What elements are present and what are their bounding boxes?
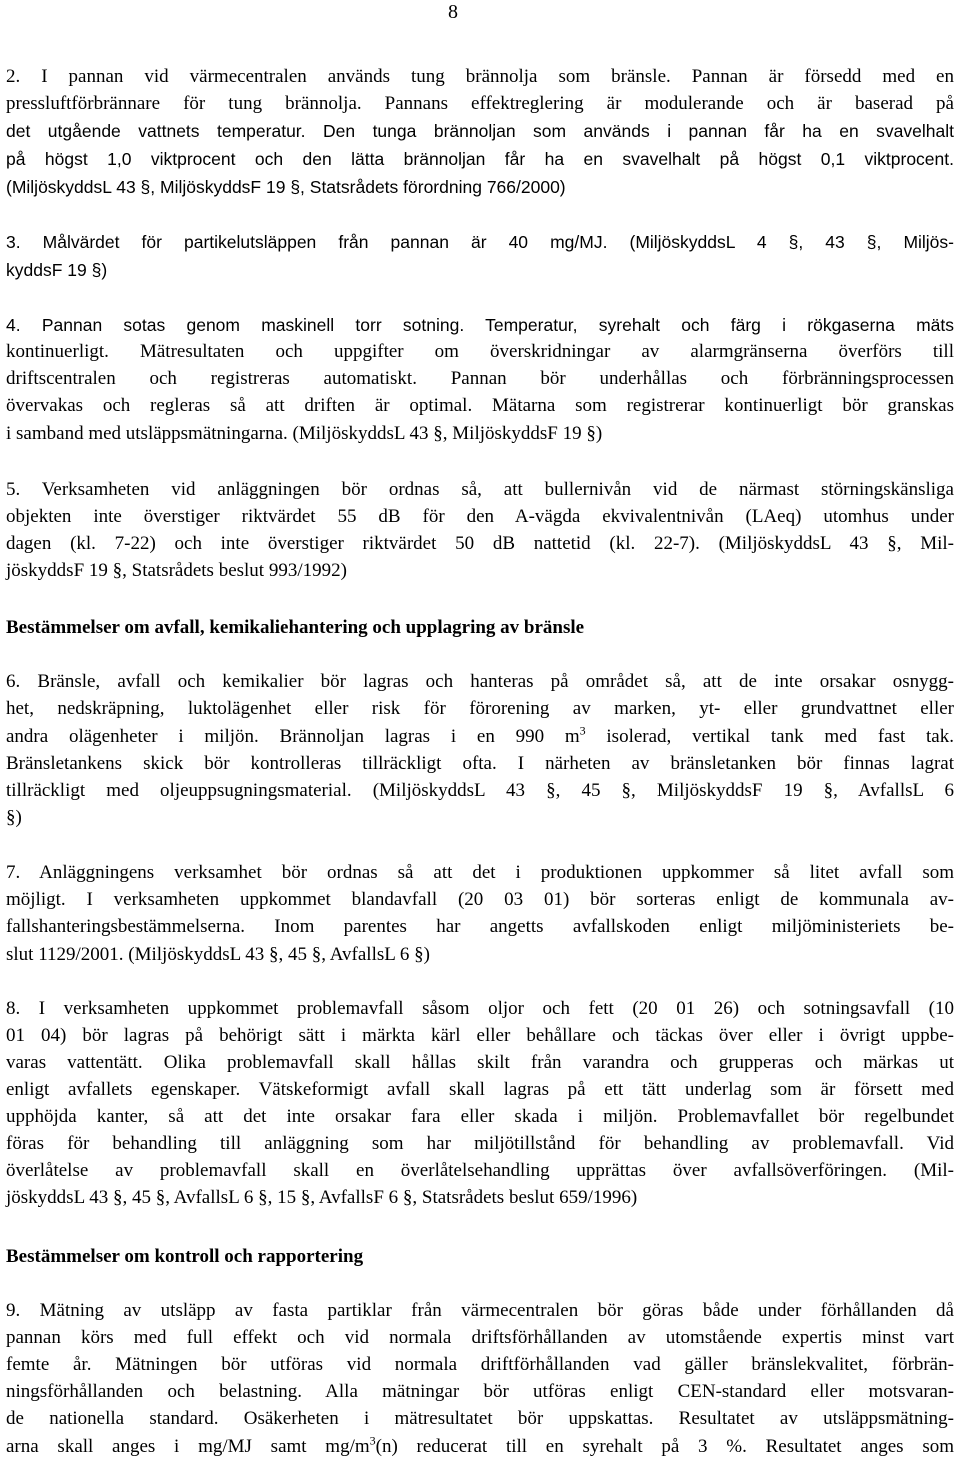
text-line: tillräckligt med oljeuppsugningsmaterial. (MiljöskyddsL 43 §, 45 §, MiljöskyddsF 19 §, AvfallsL 6 <box>6 780 954 801</box>
text-line: de nationella standard. Osäkerheten i mätresultatet bör uppskattas. Resultatet av utsläppsmätning- <box>6 1408 954 1429</box>
text-line: femte år. Mätningen bör utföras vid normala driftförhållanden vad gäller bränslekvalitet, förbrän- <box>6 1354 954 1375</box>
text-line: Bränsletankens skick bör kontrolleras tillräckligt ofta. I närheten av bränsletanken bör finnas lagrat <box>6 753 954 774</box>
text-line: pressluftförbrännare för tung brännolja. Pannans effektreglering är modulerande och är baserad på <box>6 93 954 114</box>
text-line <box>6 1434 954 1460</box>
text-line: kyddsF 19 §) <box>6 260 108 280</box>
page-number: 8 <box>448 1 458 23</box>
text-segment: andra olägenheter i miljön. Brännoljan lagras i en 990 m <box>6 726 580 747</box>
text-line: §) <box>6 807 22 828</box>
text-line: 01 04) bör lagras på behörigt sätt i märkta kärl eller behållare och täckas över eller i övrigt uppbe- <box>6 1025 954 1046</box>
text-line: dagen (kl. 7-22) och inte överstiger riktvärdet 50 dB nattetid (kl. 22-7). (MiljöskyddsL 43 §, Mil- <box>6 533 954 554</box>
text-line: (MiljöskyddsL 43 §, MiljöskyddsF 19 §, Statsrådets förordning 766/2000) <box>6 177 566 197</box>
text-segment: (n) reducerat till en syrehalt på 3 %. Resultatet anges som <box>375 1436 954 1457</box>
text-line: enligt avfallets egenskaper. Vätskeformigt avfall skall lagras på ett tätt underlag som är försett med <box>6 1079 954 1100</box>
text-line: överlåtelse av problemavfall skall en överlåtelsehandling upprättas över avfallsöverföringen. (Mil- <box>6 1160 954 1181</box>
text-line: upphöjda kanter, så att det inte orsakar fara eller skada i miljön. Problemavfallet bör regelbundet <box>6 1106 954 1127</box>
superscript: 3 <box>579 723 586 738</box>
text-line: föras för behandling till anläggning som har miljötillstånd för behandling av problemavfall. Vid <box>6 1133 954 1154</box>
text-line: i samband med utsläppsmätningarna. (MiljöskyddsL 43 §, MiljöskyddsF 19 §) <box>6 423 603 444</box>
text-line: objekten inte överstiger riktvärdet 55 dB för den A-vägda ekvivalentnivån (LAeq) utomhus under <box>6 506 954 527</box>
text-line: 4. Pannan sotas genom maskinell torr sotning. Temperatur, syrehalt och färg i rökgaserna mäts <box>6 315 954 335</box>
text-line: jöskyddsF 19 §, Statsrådets beslut 993/1992) <box>6 560 347 581</box>
text-line: 5. Verksamheten vid anläggningen bör ordnas så, att bullernivån vid de närmast störningskänsliga <box>6 479 954 500</box>
text-line: 7. Anläggningens verksamhet bör ordnas så att det i produktionen uppkommer så litet avfall som <box>6 862 954 883</box>
text-segment: isolerad, vertikal tank med fast tak. <box>585 726 954 747</box>
section-heading: Bestämmelser om kontroll och rapportering <box>6 1246 364 1267</box>
text-line: varas vattentätt. Olika problemavfall skall hållas skilt från varandra och grupperas och märkas ut <box>6 1052 954 1073</box>
superscript: 3 <box>369 1433 376 1448</box>
text-line: driftscentralen och registreras automatiskt. Pannan bör underhållas och förbränningsprocessen <box>6 368 954 389</box>
text-segment: arna skall anges i mg/MJ samt mg/m <box>6 1436 370 1457</box>
text-line <box>6 724 954 750</box>
text-line: jöskyddsL 43 §, 45 §, AvfallsL 6 §, 15 §, AvfallsF 6 §, Statsrådets beslut 659/1996) <box>6 1187 638 1208</box>
text-line: het, nedskräpning, luktolägenhet eller risk för förorening av marken, yt- eller grundvattnet eller <box>6 698 954 719</box>
text-line: pannan körs med full effekt och vid normala driftsförhållanden av utomstående expertis minst vart <box>6 1327 954 1348</box>
text-line: det utgående vattnets temperatur. Den tunga brännoljan som används i pannan får ha en svavelhalt <box>6 121 954 141</box>
text-line: 3. Målvärdet för partikelutsläppen från pannan är 40 mg/MJ. (MiljöskyddsL 4 §, 43 §, Miljös- <box>6 232 954 252</box>
text-line: slut 1129/2001. (MiljöskyddsL 43 §, 45 §, AvfallsL 6 §) <box>6 944 430 965</box>
text-line: fallshanteringsbestämmelserna. Inom parentes har angetts avfallskoden enligt miljöministeriets be- <box>6 916 954 937</box>
text-line: kontinuerligt. Mätresultaten och uppgifter om överskridningar av alarmgränserna överförs till <box>6 341 954 362</box>
text-line: på högst 1,0 viktprocent och den lätta brännoljan får ha en svavelhalt på högst 0,1 viktprocent. <box>6 149 954 169</box>
text-line: möjligt. I verksamheten uppkommet blandavfall (20 03 01) bör sorteras enligt de kommunala av- <box>6 889 954 910</box>
section-heading: Bestämmelser om avfall, kemikaliehantering och upplagring av bränsle <box>6 617 585 638</box>
text-line: ningsförhållanden och belastning. Alla mätningar bör utföras enligt CEN-standard eller motsvaran- <box>6 1381 954 1402</box>
text-line: 2. I pannan vid värmecentralen används tung brännolja som bränsle. Pannan är försedd med en <box>6 66 954 87</box>
text-line: 8. I verksamheten uppkommet problemavfall såsom oljor och fett (20 01 26) och sotningsavfall (10 <box>6 998 954 1019</box>
text-line: 9. Mätning av utsläpp av fasta partiklar från värmecentralen bör göras både under förhållanden då <box>6 1300 954 1321</box>
text-line: övervakas och regleras så att driften är optimal. Mätarna som registrerar kontinuerligt bör granskas <box>6 395 954 416</box>
text-line: 6. Bränsle, avfall och kemikalier bör lagras och hanteras på området så, att de inte orsakar osnygg- <box>6 671 954 692</box>
